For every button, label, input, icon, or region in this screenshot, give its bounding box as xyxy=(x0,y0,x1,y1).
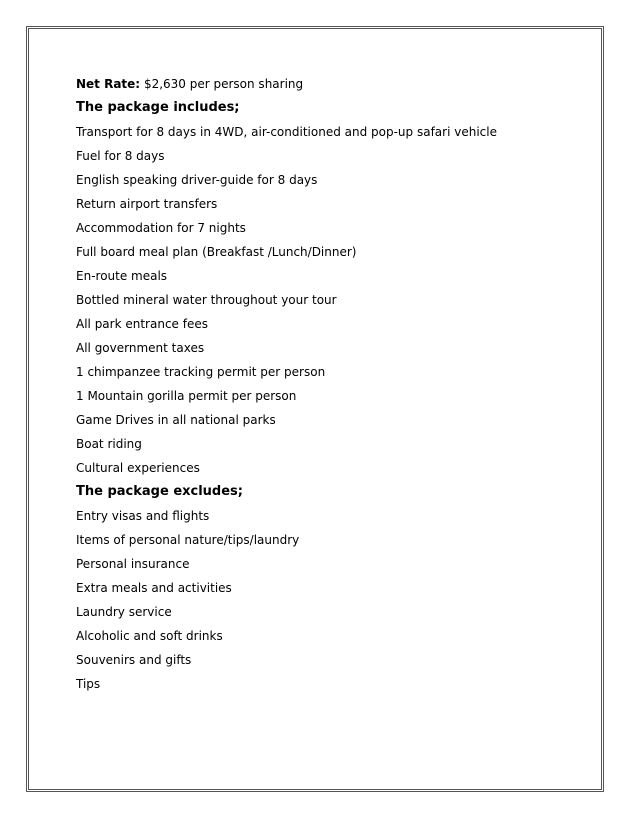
includes-heading: The package includes; xyxy=(76,100,240,115)
includes-list xyxy=(76,120,596,480)
list-item: Game Drives in all national parks xyxy=(76,413,276,427)
list-item: Laundry service xyxy=(76,605,172,619)
list-item: Personal insurance xyxy=(76,557,190,571)
net-rate-line xyxy=(76,72,596,96)
list-item: Cultural experiences xyxy=(76,461,200,475)
list-item: Accommodation for 7 nights xyxy=(76,221,246,235)
list-item: Fuel for 8 days xyxy=(76,149,165,163)
net-rate-label: Net Rate: xyxy=(76,77,141,91)
list-item: Souvenirs and gifts xyxy=(76,653,192,667)
list-item: Alcoholic and soft drinks xyxy=(76,629,223,643)
list-item: Boat riding xyxy=(76,437,142,451)
list-item: Bottled mineral water throughout your tour xyxy=(76,293,337,307)
list-item: 1 Mountain gorilla permit per person xyxy=(76,389,297,403)
document-body xyxy=(76,72,596,696)
list-item: Full board meal plan (Breakfast /Lunch/Dinner) xyxy=(76,245,357,259)
excludes-heading: The package excludes; xyxy=(76,484,243,499)
list-item: Items of personal nature/tips/laundry xyxy=(76,533,300,547)
list-item: English speaking driver-guide for 8 days xyxy=(76,173,318,187)
list-item: Extra meals and activities xyxy=(76,581,232,595)
list-item: All park entrance fees xyxy=(76,317,208,331)
list-item: Return airport transfers xyxy=(76,197,218,211)
list-item: Entry visas and flights xyxy=(76,509,210,523)
list-item: All government taxes xyxy=(76,341,205,355)
excludes-list xyxy=(76,504,596,696)
list-item: 1 chimpanzee tracking permit per person xyxy=(76,365,326,379)
list-item: En-route meals xyxy=(76,269,168,283)
net-rate-value: $2,630 per person sharing xyxy=(143,77,304,91)
list-item: Transport for 8 days in 4WD, air-conditioned and pop-up safari vehicle xyxy=(76,125,497,139)
list-item: Tips xyxy=(76,677,101,691)
